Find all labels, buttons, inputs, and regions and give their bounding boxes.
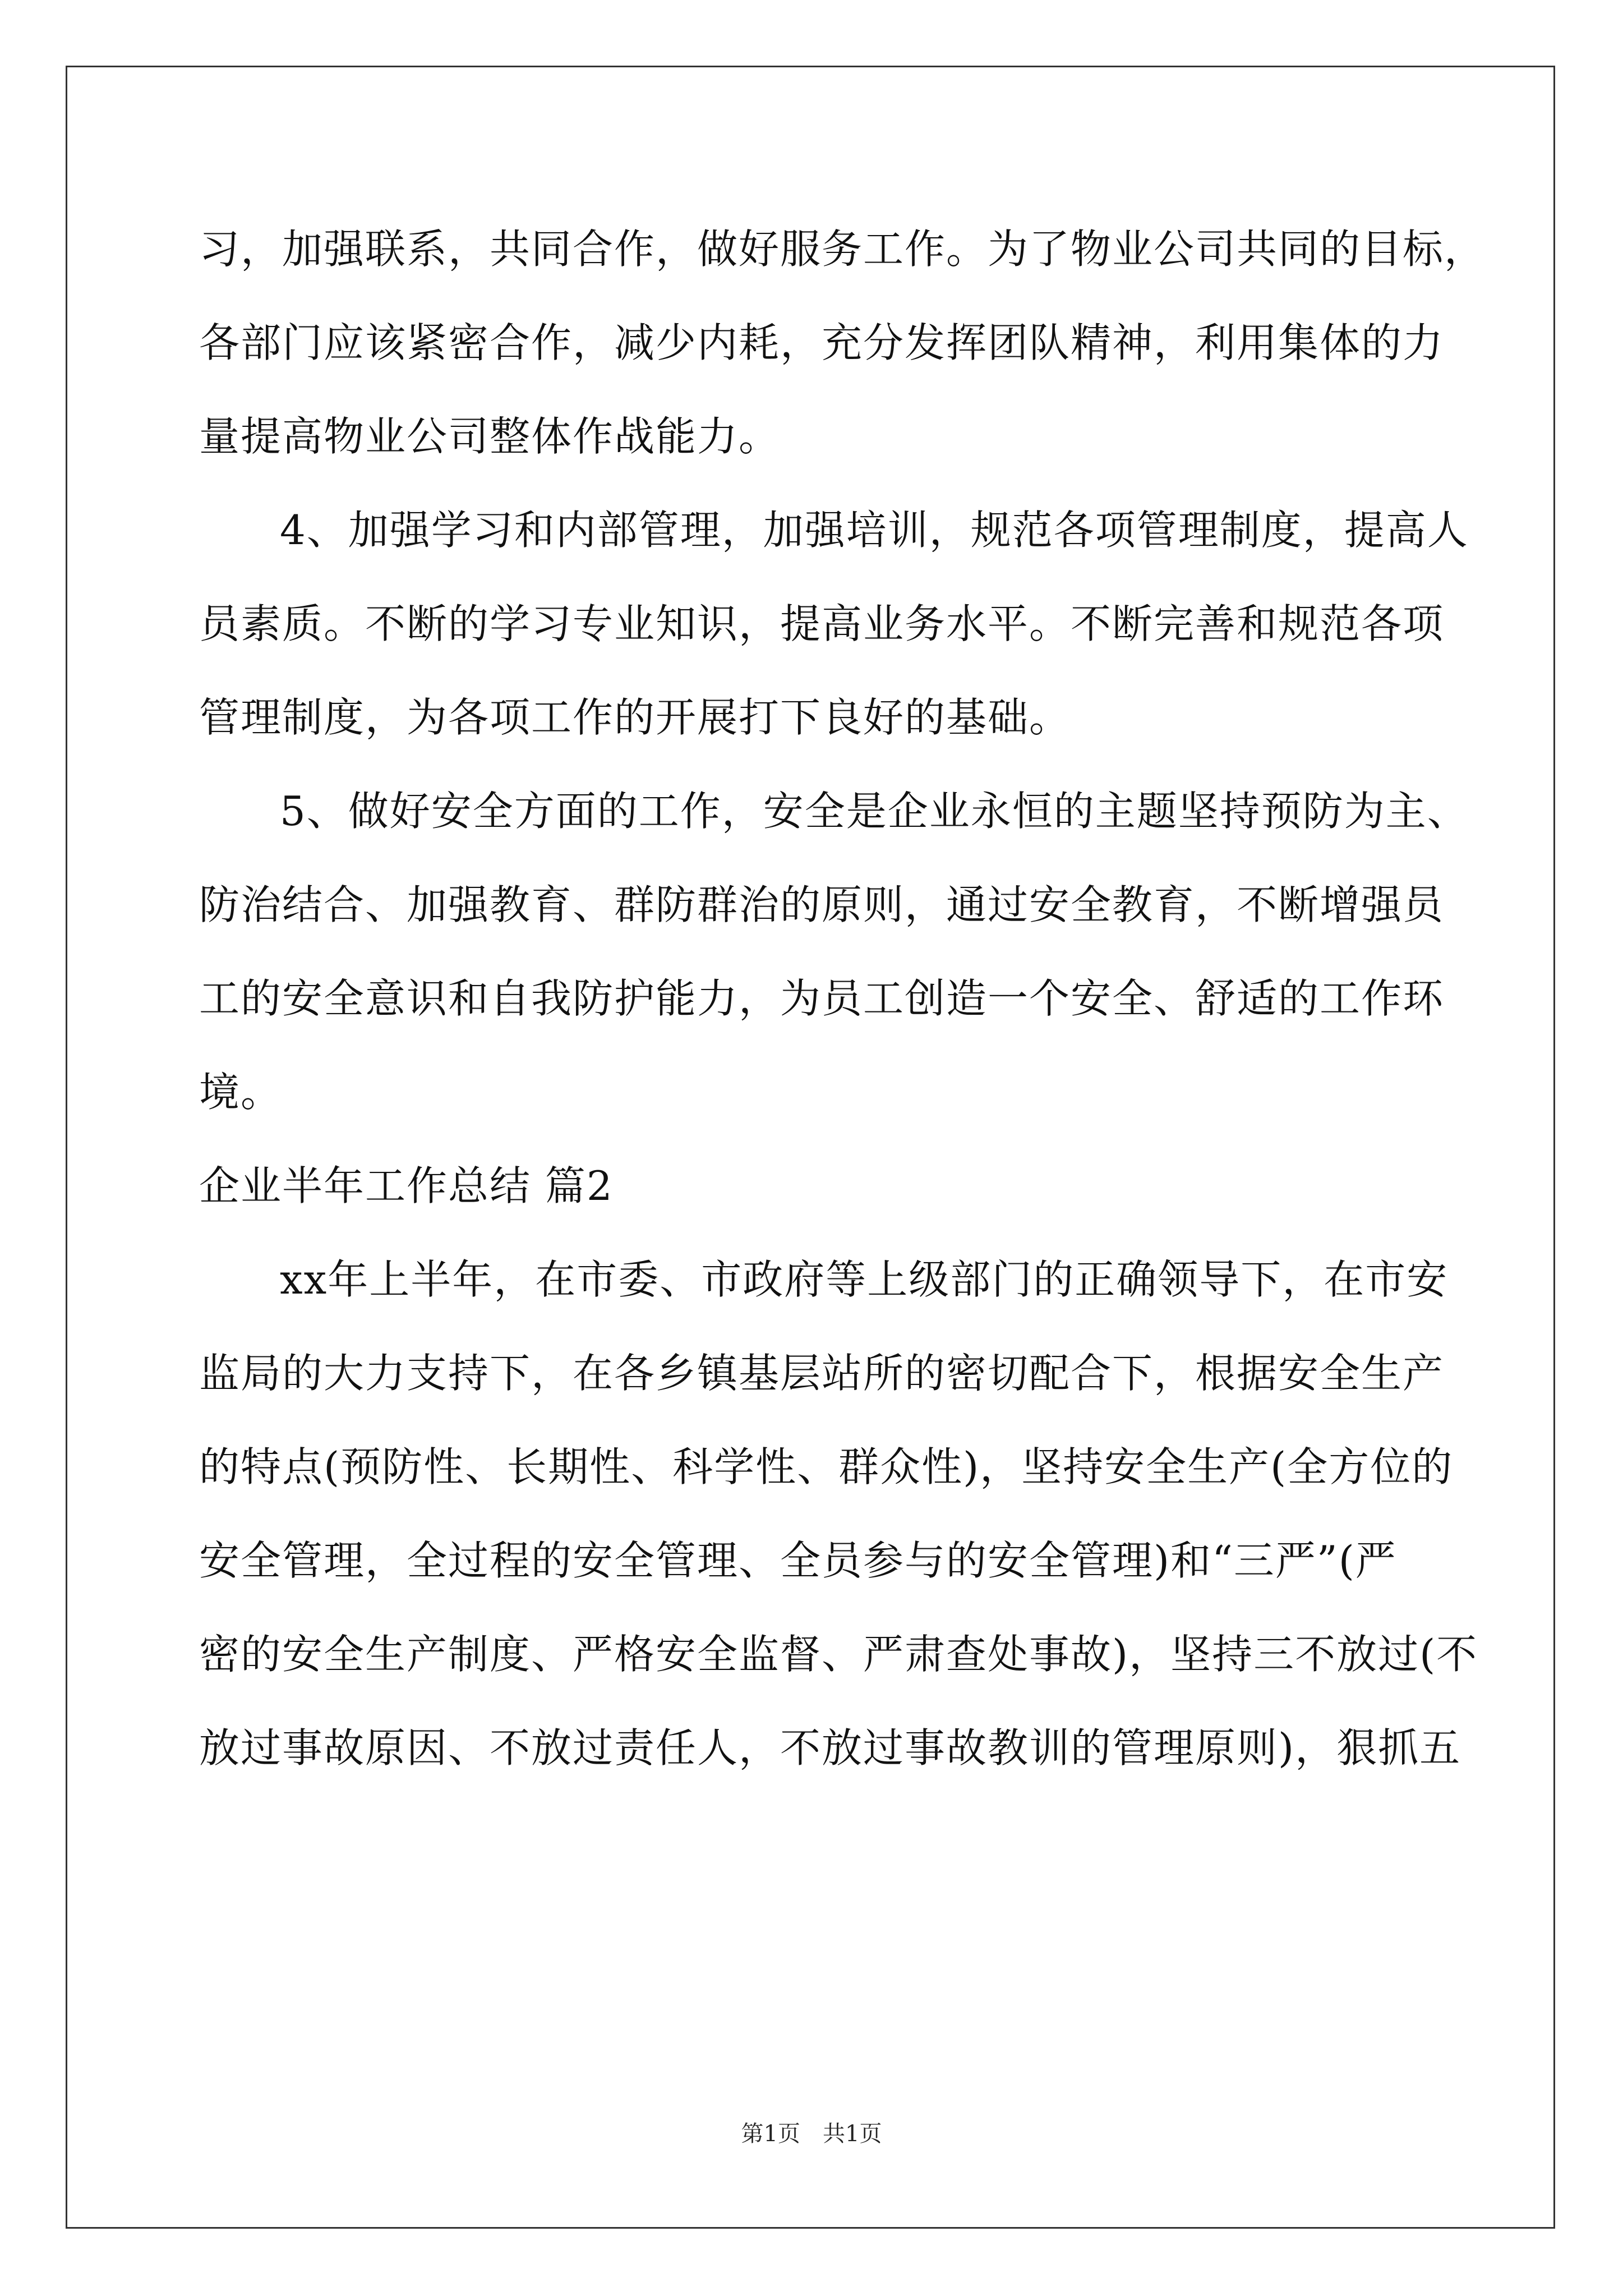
text-line: 4、加强学习和内部管理，加强培训，规范各项管理制度，提高人 (280, 507, 1469, 554)
text-line: 防治结合、加强教育、群防群治的原则，通过安全教育，不断增强员 (199, 881, 1445, 928)
text-line: xx年上半年，在市委、市政府等上级部门的正确领导下，在市安 (280, 1256, 1449, 1303)
text-line: 各部门应该紧密合作，减少内耗，充分发挥团队精神，利用集体的力 (199, 319, 1445, 366)
text-line: 境。 (199, 1069, 283, 1116)
section-heading: 企业半年工作总结 篇2 (199, 1162, 614, 1209)
text-line: 量提高物业公司整体作战能力。 (199, 413, 781, 460)
text-line: 放过事故原因、不放过责任人，不放过事故教训的管理原则)，狠抓五 (199, 1724, 1461, 1772)
text-line: 工的安全意识和自我防护能力，为员工创造一个安全、舒适的工作环 (199, 975, 1445, 1022)
text-line: 5、做好安全方面的工作，安全是企业永恒的主题坚持预防为主、 (280, 788, 1469, 835)
text-line: 员素质。不断的学习专业知识，提高业务水平。不断完善和规范各项 (199, 600, 1445, 647)
page-footer: 第1页 共1页 (741, 2121, 882, 2147)
page-border (66, 66, 1555, 2229)
text-line: 安全管理，全过程的安全管理、全员参与的安全管理)和“三严”(严 (199, 1537, 1397, 1584)
text-line: 的特点(预防性、长期性、科学性、群众性)，坚持安全生产(全方位的 (199, 1443, 1454, 1490)
text-line: 习，加强联系，共同合作，做好服务工作。为了物业公司共同的目标， (199, 226, 1486, 273)
text-line: 监局的大力支持下，在各乡镇基层站所的密切配合下，根据安全生产 (199, 1350, 1445, 1397)
text-line: 密的安全生产制度、严格安全监督、严肃查处事故)，坚持三不放过(不 (199, 1631, 1478, 1678)
text-line: 管理制度，为各项工作的开展打下良好的基础。 (199, 694, 1071, 741)
